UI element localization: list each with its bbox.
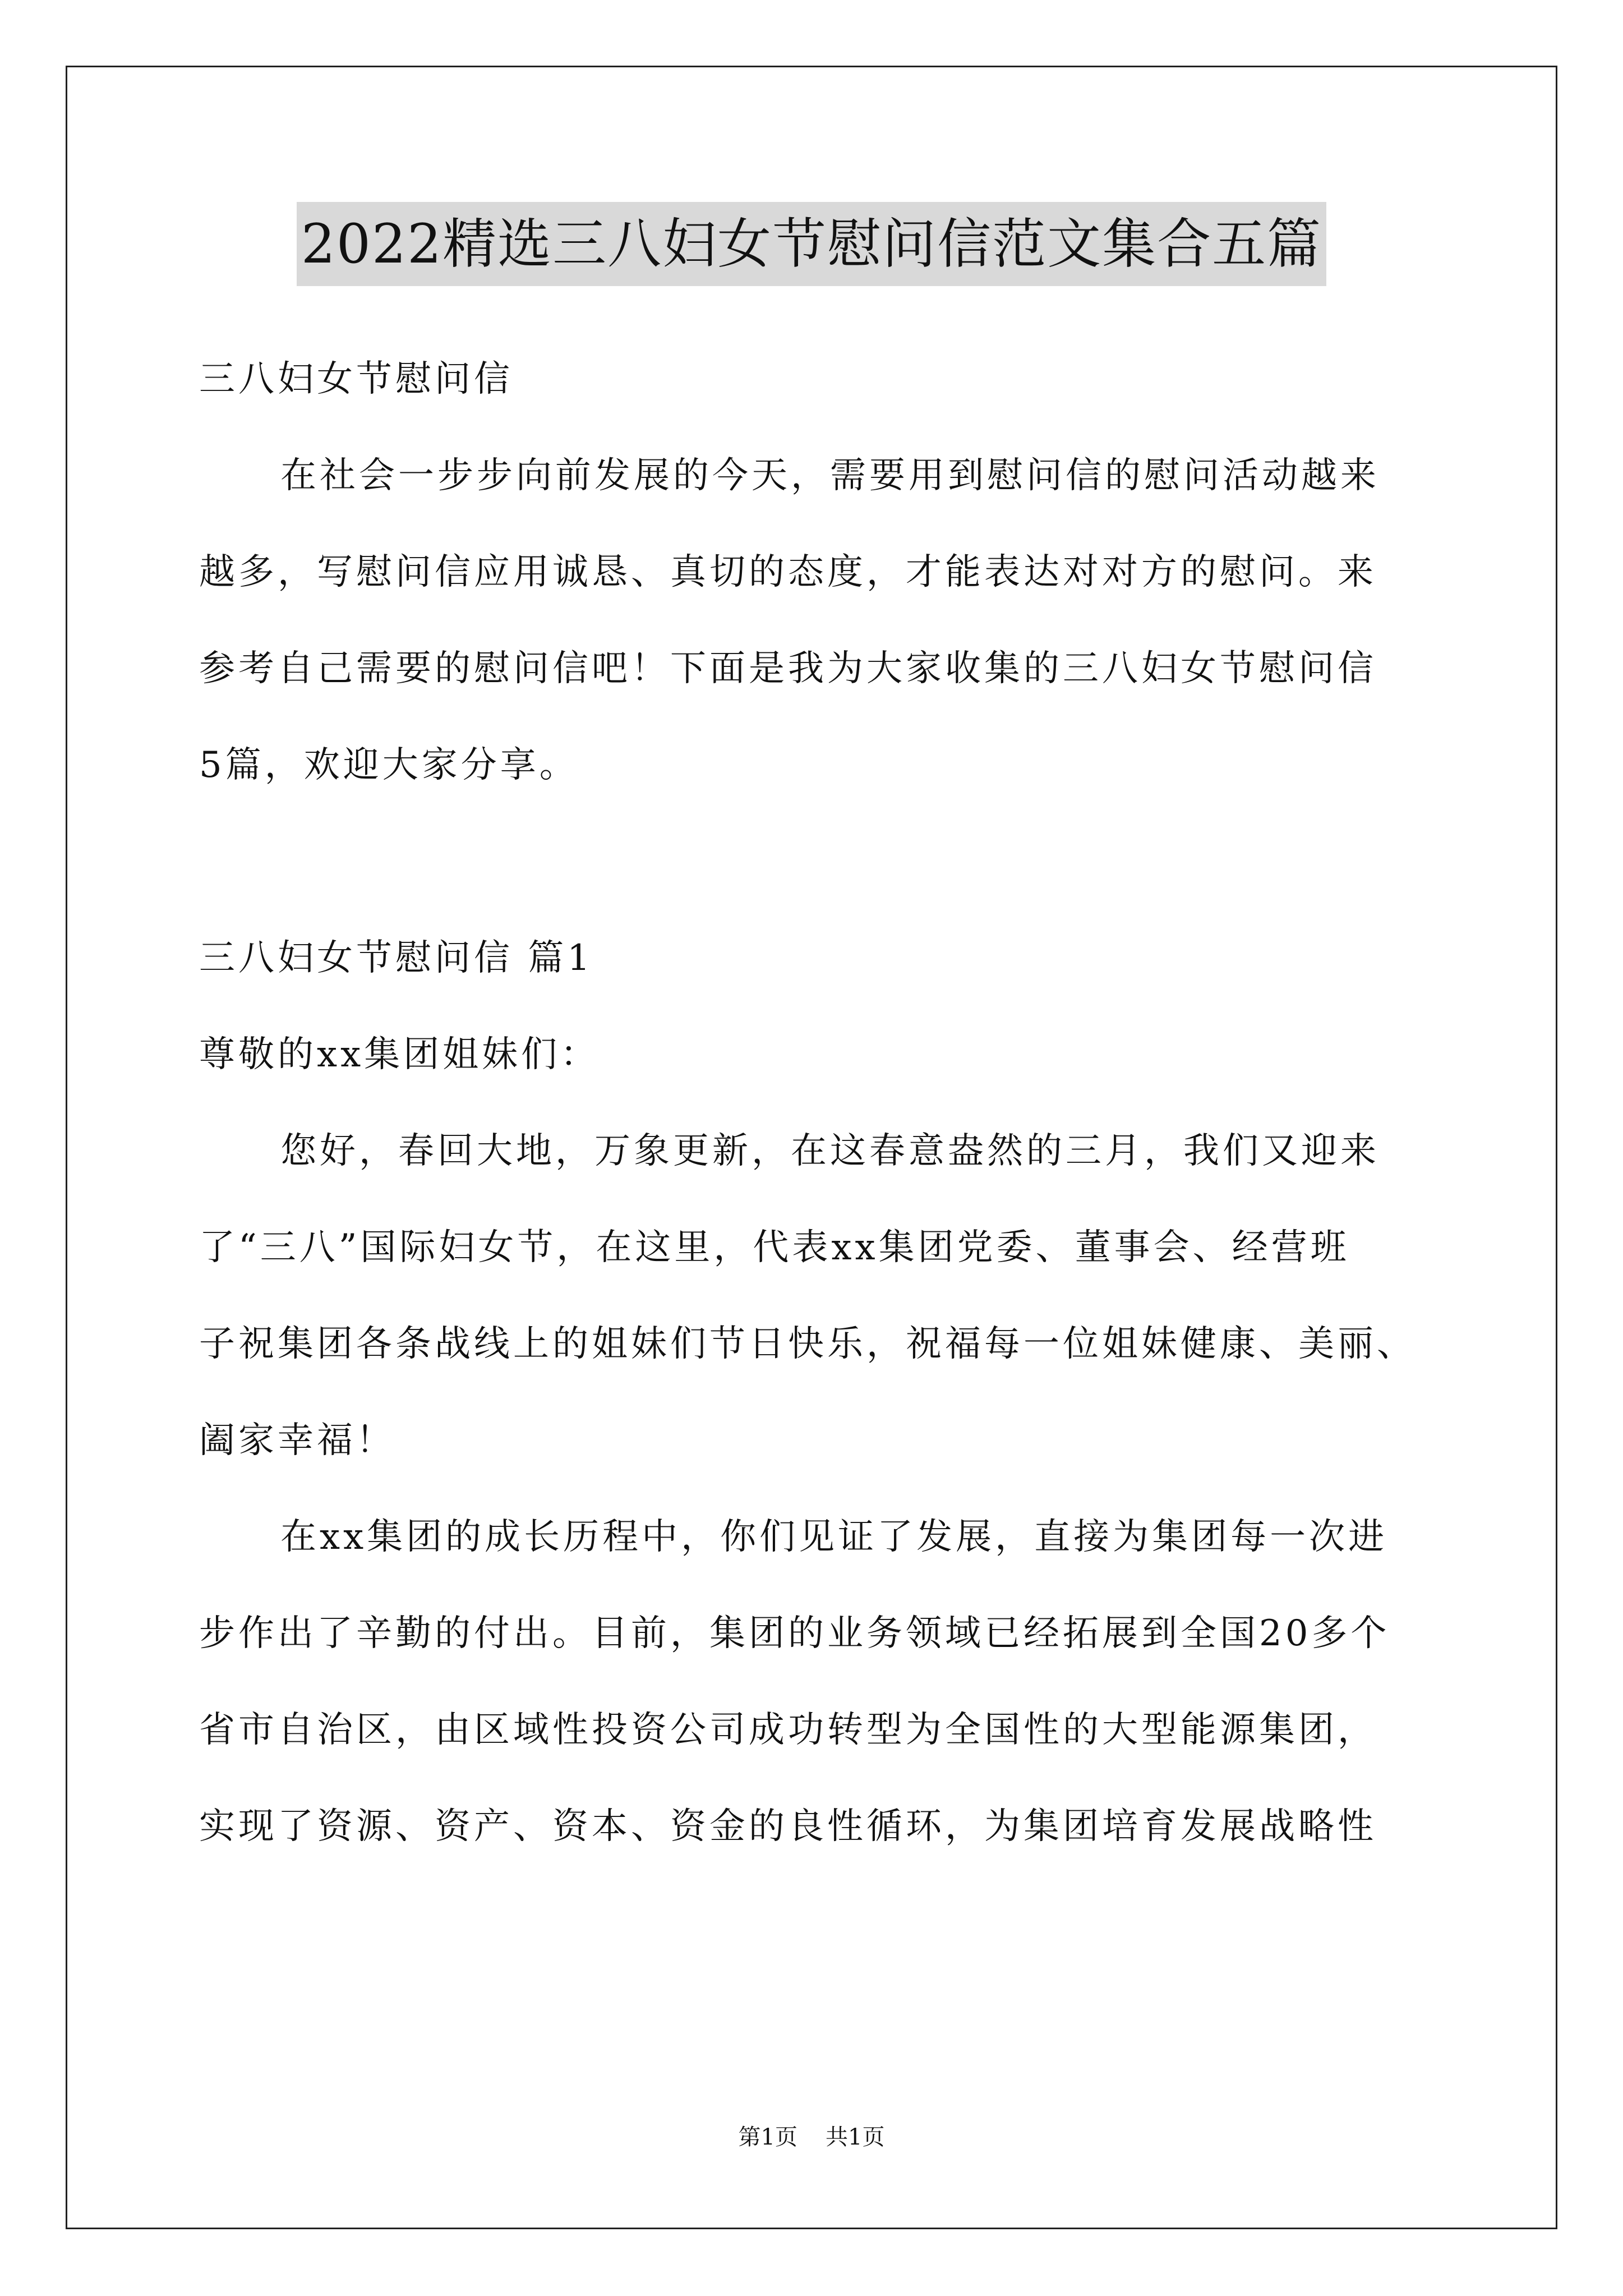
text-line: 了“三八”国际妇女节，在这里，代表xx集团党委、董事会、经营班	[199, 1227, 1350, 1268]
page-total: 共1页	[826, 2124, 885, 2150]
text-line: 越多，写慰问信应用诚恳、真切的态度，才能表达对对方的慰问。来	[199, 551, 1377, 593]
text-line: 子祝集团各条战线上的姐妹们节日快乐，祝福每一位姐妹健康、美丽、	[199, 1323, 1416, 1365]
text-line: 省市自治区，由区域性投资公司成功转型为全国性的大型能源集团，	[199, 1709, 1377, 1751]
document-title: 2022精选三八妇女节慰问信范文集合五篇	[297, 202, 1326, 286]
text-line: 三八妇女节慰问信 篇1	[199, 937, 594, 979]
document-body	[199, 331, 1489, 1875]
blank-line	[199, 813, 1489, 910]
text-line: 在xx集团的成长历程中，你们见证了发展，直接为集团每一次进	[280, 1516, 1388, 1558]
page-number: 第1页	[738, 2124, 797, 2150]
page-footer	[0, 2120, 1623, 2154]
text-line: 三八妇女节慰问信	[199, 358, 513, 400]
text-line: 实现了资源、资产、资本、资金的良性循环，为集团培育发展战略性	[199, 1806, 1377, 1847]
text-line: 步作出了辛勤的付出。目前，集团的业务领域已经拓展到全国20多个	[199, 1613, 1390, 1654]
text-line: 在社会一步步向前发展的今天，需要用到慰问信的慰问活动越来	[280, 455, 1380, 496]
text-line: 阖家幸福！	[199, 1420, 395, 1461]
text-line: 尊敬的xx集团姐妹们：	[199, 1034, 600, 1075]
text-line: 5篇，欢迎大家分享。	[199, 744, 579, 786]
title-container	[0, 202, 1623, 286]
text-line: 参考自己需要的慰问信吧！下面是我为大家收集的三八妇女节慰问信	[199, 648, 1377, 689]
text-line: 您好，春回大地，万象更新，在这春意盎然的三月，我们又迎来	[280, 1130, 1380, 1172]
